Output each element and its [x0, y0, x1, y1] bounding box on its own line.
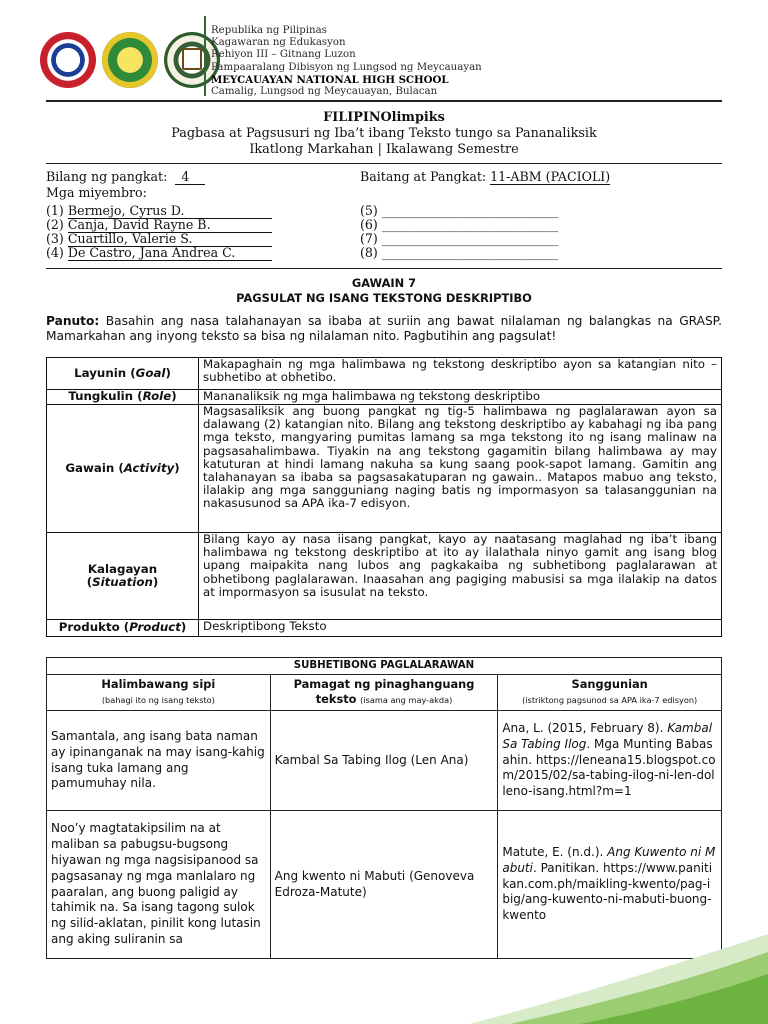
instructions	[46, 314, 722, 344]
examples-table	[46, 657, 722, 959]
department-line: Kagawaran ng Edukasyon	[211, 37, 346, 49]
division-seal-logo	[102, 32, 158, 88]
grasp-label: Tungkulin (Role)	[47, 390, 199, 405]
school-address: Camalig, Lungsod ng Meycauayan, Bulacan	[211, 86, 438, 98]
blank-member-row: (8) ____________________________	[360, 245, 559, 260]
grasp-text: Mananaliksik ng mga halimbawa ng tekstong deskriptibo	[199, 390, 722, 405]
col-header-excerpt: Halimbawang sipi (bahagi ito ng isang teksto)	[47, 675, 271, 711]
title-rule	[46, 163, 722, 164]
col-header-source: Pamagat ng pinaghanguang teksto (isama ang may-akda)	[270, 675, 498, 711]
member-name: Bermejo, Cyrus D.	[68, 204, 272, 219]
grasp-label: Kalagayan (Situation)	[47, 533, 199, 620]
grasp-row-situation	[47, 533, 722, 620]
grasp-text: Magsasaliksik ang buong pangkat ng tig-5 halimbawa ng paglalarawan ayon sa dalawang (2) katangian nito. Bilang ang tekstong deskriptibo ay kabahagi ng iba pang mga teksto, mangyaring pumitas lamang sa mga tekstong ito ng isang malinaw na pagsasahalimbawa. Tiyakin na ang tekstong gagamitin bilang halimbawa ay may katuturan at hindi lamang nakuha sa kung saang pook-sapot lamang. Gamitin ang talahanayan sa ibaba sa pagsasakatuparan ng gawain.. Matapos mabuo ang teksto, ilalakip ang mga sangguniang naging batis ng impormasyon sa talasanggunian na nakasusunod sa APA ika-7 edisyon.	[199, 405, 722, 533]
group-number-value: 4	[175, 170, 205, 185]
table-row	[47, 711, 722, 811]
member-name: Cuartillo, Valerie S.	[68, 232, 272, 247]
page-subtitle: Pagbasa at Pagsusuri ng Iba’t ibang Teksto tungo sa Pananaliksik	[171, 126, 597, 141]
grasp-row-product	[47, 620, 722, 637]
grasp-label: Gawain (Activity)	[47, 405, 199, 533]
letterhead	[38, 14, 730, 100]
member-row: (2) Canja, David Rayne B.	[46, 217, 272, 233]
members-label: Mga miyembro:	[46, 185, 147, 200]
activity-title: PAGSULAT NG ISANG TEKSTONG DESKRIPTIBO	[236, 291, 532, 305]
grasp-label: Layunin (Goal)	[47, 358, 199, 390]
table-row	[47, 811, 722, 959]
blank-member-row: (6) ____________________________	[360, 217, 559, 232]
header-rule	[46, 100, 722, 102]
page-title: FILIPINOlimpiks	[323, 110, 445, 125]
group-info	[46, 169, 726, 261]
excerpt-cell: Samantala, ang isang bata naman ay ipinanganak na may isang-kahig isang tuka lamang ang pamumuhay nila.	[47, 711, 271, 811]
examples-caption: SUBHETIBONG PAGLALARAWAN	[47, 658, 722, 675]
source-cell: Ang kwento ni Mabuti (Genoveva Edroza-Matute)	[270, 811, 498, 959]
instructions-label: Panuto:	[46, 314, 100, 328]
blank-member-row: (7) ____________________________	[360, 231, 559, 246]
grade-section	[360, 169, 610, 185]
excerpt-cell: Noo’y magtatakipsilim na at maliban sa pabugsu-bugsong hiyawan ng mga nagsisipanood sa pagsasanay ng mga manlalaro ng paaralan, ang buong paligid ay tahimik na. Sa isang tagong sulok ng silid-aklatan, pinilit kong lutasin ang aking suliranin sa	[47, 811, 271, 959]
deped-seal-logo	[40, 32, 96, 88]
region-line: Rehiyon III – Gitnang Luzon	[211, 49, 356, 61]
title-block	[46, 110, 722, 158]
grasp-label: Produkto (Product)	[47, 620, 199, 637]
source-cell: Kambal Sa Tabing Ilog (Len Ana)	[270, 711, 498, 811]
grasp-text: Deskriptibong Teksto	[199, 620, 722, 637]
school-info	[211, 25, 482, 98]
member-row: (3) Cuartillo, Valerie S.	[46, 231, 272, 247]
grasp-row-role	[47, 390, 722, 405]
header-divider	[204, 16, 206, 96]
grasp-text: Bilang kayo ay nasa iisang pangkat, kayo ay naatasang maglahad ng iba’t ibang halimbawa ng tekstong deskriptibo at ito ay ilalathala ninyo gamit ang isang blog upang maipakita nang lubos ang pagkakaiba ng subhetibong paglalarawan at obhetibong paglalarawan. Inaasahan ang pagiging mabusisi sa mga ilalakip na datos at impormasyon sa isusulat na teksto.	[199, 533, 722, 620]
reference-cell: Matute, E. (n.d.). Ang Kuwento ni Mabuti. Panitikan. https://www.panitikan.com.ph/maikling-kwento/pag-ibig/ang-kuwento-ni-mabuti-buong-kwento	[498, 811, 722, 959]
republic-line: Republika ng Pilipinas	[211, 25, 327, 36]
members-rule	[46, 268, 722, 269]
member-name: Canja, David Rayne B.	[68, 218, 272, 233]
activity-heading	[46, 276, 722, 306]
col-header-reference: Sanggunian (istriktong pagsunod sa APA ika-7 edisyon)	[498, 675, 722, 711]
grasp-text: Makapaghain ng mga halimbawa ng tekstong deskriptibo ayon sa katangian nito – subhetibo at obhetibo.	[199, 358, 722, 390]
blank-member-row: (5) ____________________________	[360, 203, 559, 218]
grasp-row-activity	[47, 405, 722, 533]
division-line: Pampaaralang Dibisyon ng Lungsod ng Meycauayan	[211, 61, 482, 73]
term-line: Ikatlong Markahan | Ikalawang Semestre	[249, 142, 519, 157]
reference-cell: Ana, L. (2015, February 8). Kambal Sa Tabing Ilog. Mga Munting Babasahin. https://leneana15.blogspot.com/2015/02/sa-tabing-ilog-ni-len-dolleno-isang.html?m=1	[498, 711, 722, 811]
member-name: De Castro, Jana Andrea C.	[68, 246, 272, 261]
member-row: (4) De Castro, Jana Andrea C.	[46, 245, 272, 261]
examples-caption-row	[47, 658, 722, 675]
grade-value: 11-ABM (PACIOLI)	[490, 169, 611, 184]
activity-number: GAWAIN 7	[351, 276, 417, 290]
group-number	[46, 169, 205, 185]
grasp-row-goal	[47, 358, 722, 390]
member-row: (1) Bermejo, Cyrus D.	[46, 203, 272, 219]
grade-label: Baitang at Pangkat:	[360, 169, 487, 184]
group-number-label: Bilang ng pangkat:	[46, 169, 168, 184]
grasp-table	[46, 357, 722, 637]
school-name: MEYCAUAYAN NATIONAL HIGH SCHOOL	[211, 73, 449, 86]
examples-header-row	[47, 675, 722, 711]
instructions-text: Basahin ang nasa talahanayan sa ibaba at suriin ang bawat nilalaman ng balangkas na GRASP. Mamarkahan ang inyong teksto sa bisa ng nilalaman nito. Pagbutihin ang pagsulat!	[46, 314, 723, 343]
